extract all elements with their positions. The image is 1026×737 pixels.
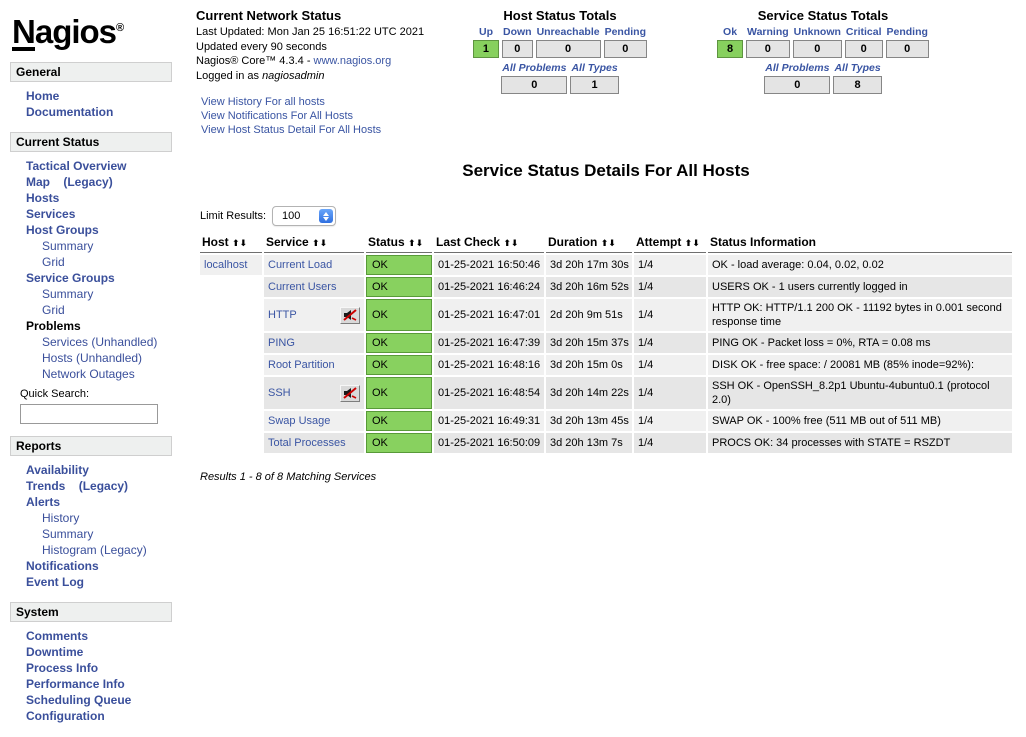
limit-results-value: 100	[282, 210, 301, 222]
attempt-cell: 1/4	[634, 411, 706, 431]
last-updated: Last Updated: Mon Jan 25 16:51:22 UTC 2021	[196, 26, 425, 38]
limit-results-row	[200, 206, 1016, 226]
sidebar-item-availability[interactable]: Availability	[26, 463, 89, 477]
sort-service-icons[interactable]: ⬆⬇	[312, 239, 328, 249]
sidebar-item-map[interactable]: Map	[26, 175, 50, 189]
service-totals-title: Service Status Totals	[757, 8, 889, 23]
host-down-header[interactable]: Down	[502, 26, 532, 38]
logged-in-text: Logged in as	[196, 69, 263, 82]
column-header-status	[366, 234, 432, 253]
service-critical-header[interactable]: Critical	[845, 26, 882, 38]
host-pending-count[interactable]: 0	[604, 40, 647, 58]
host-link[interactable]: localhost	[204, 259, 248, 271]
service-cell	[264, 333, 364, 353]
logo-rest: agios	[34, 13, 117, 50]
host-cell	[200, 411, 262, 431]
network-status-info	[196, 8, 448, 137]
sidebar-item-notifications[interactable]: Notifications	[26, 559, 99, 573]
sidebar-item-servicegroup-grid[interactable]: Grid	[42, 303, 65, 317]
service-header-label: Service	[266, 235, 309, 249]
nav-reports	[0, 462, 186, 590]
logged-in-line	[196, 69, 448, 84]
service-cell	[264, 411, 364, 431]
status-info-cell: PROCS OK: 34 processes with STATE = RSZDT	[708, 433, 1012, 453]
attempt-cell: 1/4	[634, 255, 706, 275]
service-all-types-count[interactable]: 8	[833, 76, 881, 94]
service-warning-count[interactable]: 0	[746, 40, 790, 58]
sidebar-section-reports: Reports	[10, 436, 172, 456]
duration-cell: 3d 20h 15m 0s	[546, 355, 632, 375]
network-status-title: Current Network Status	[196, 8, 342, 23]
last-check-cell: 01-25-2021 16:48:54	[434, 377, 544, 409]
sidebar-item-hostgroup-grid[interactable]: Grid	[42, 255, 65, 269]
host-down-count[interactable]: 0	[502, 40, 533, 58]
last-check-cell: 01-25-2021 16:48:16	[434, 355, 544, 375]
table-row	[200, 255, 1012, 275]
sidebar-item-alert-histogram-legacy[interactable]: Histogram (Legacy)	[42, 543, 147, 557]
version-line	[196, 54, 448, 69]
host-up-header[interactable]: Up	[478, 26, 493, 38]
last-check-cell: 01-25-2021 16:50:09	[434, 433, 544, 453]
host-all-problems-header[interactable]: All Problems	[502, 62, 567, 74]
view-notifications-link[interactable]: View Notifications For All Hosts	[201, 110, 354, 122]
sidebar-item-alerts[interactable]: Alerts	[26, 495, 61, 509]
nav-current-status	[0, 158, 186, 424]
table-row	[200, 411, 1012, 431]
status-info-cell: SSH OK - OpenSSH_8.2p1 Ubuntu-4ubuntu0.1 (protocol 2.0)	[708, 377, 1012, 409]
status-cell: OK	[366, 255, 432, 275]
service-unknown-header[interactable]: Unknown	[793, 26, 841, 38]
host-cell	[200, 355, 262, 375]
main-content	[186, 0, 1026, 736]
service-link[interactable]: Total Processes	[268, 437, 346, 449]
duration-cell: 3d 20h 13m 7s	[546, 433, 632, 453]
host-status-totals	[450, 8, 670, 96]
duration-header-label: Duration	[548, 235, 598, 249]
service-unknown-count[interactable]: 0	[793, 40, 842, 58]
table-row	[200, 355, 1012, 375]
limit-results-label: Limit Results:	[200, 210, 267, 222]
column-header-duration	[546, 234, 632, 253]
status-cell: OK	[366, 411, 432, 431]
sort-host-icons[interactable]: ⬆⬇	[232, 239, 248, 249]
table-header-row	[200, 234, 1012, 253]
sidebar-item-comments[interactable]: Comments	[26, 629, 89, 643]
last-check-cell: 01-25-2021 16:47:39	[434, 333, 544, 353]
status-info-cell: OK - load average: 0.04, 0.02, 0.02	[708, 255, 1012, 275]
attempt-cell: 1/4	[634, 433, 706, 453]
logged-in-user: nagiosadmin	[262, 69, 325, 82]
host-unreachable-count[interactable]: 0	[536, 40, 601, 58]
attempt-header-label: Attempt	[636, 235, 682, 249]
status-info-cell: USERS OK - 1 users currently logged in	[708, 277, 1012, 297]
status-cell: OK	[366, 277, 432, 297]
table-row	[200, 299, 1012, 331]
status-info-cell: SWAP OK - 100% free (511 MB out of 511 MB)	[708, 411, 1012, 431]
view-history-link[interactable]: View History For all hosts	[201, 96, 325, 108]
sidebar-item-trends[interactable]: Trends	[26, 479, 66, 493]
view-links	[196, 95, 448, 137]
service-all-problems-count[interactable]: 0	[764, 76, 830, 94]
sidebar-item-servicegroup-summary[interactable]: Summary	[42, 287, 94, 301]
select-stepper-icon[interactable]	[319, 209, 333, 223]
sidebar-item-configuration[interactable]: Configuration	[26, 709, 105, 723]
sidebar-item-host-groups[interactable]: Host Groups	[26, 223, 99, 237]
status-info-cell: DISK OK - free space: / 20081 MB (85% inode=92%):	[708, 355, 1012, 375]
sort-last-check-icons[interactable]: ⬆⬇	[503, 239, 519, 249]
status-cell: OK	[366, 299, 432, 331]
service-totals-grid	[714, 24, 932, 60]
sidebar-item-alert-history[interactable]: History	[42, 511, 80, 525]
service-critical-count[interactable]: 0	[845, 40, 883, 58]
sidebar-item-hostgroup-summary[interactable]: Summary	[42, 239, 94, 253]
host-cell	[200, 277, 262, 297]
last-check-header-label: Last Check	[436, 235, 501, 249]
nagios-logo	[12, 8, 186, 52]
sidebar-section-system: System	[10, 602, 172, 622]
service-totals-summary-grid	[761, 60, 884, 96]
sidebar-item-map-legacy[interactable]: (Legacy)	[63, 175, 113, 189]
sidebar-item-trends-legacy[interactable]: (Legacy)	[78, 479, 129, 493]
column-header-attempt	[634, 234, 706, 253]
quick-search-input[interactable]	[20, 404, 158, 424]
host-totals-summary-grid	[498, 60, 621, 96]
service-link[interactable]: Current Load	[268, 259, 333, 271]
service-ok-header[interactable]: Ok	[723, 26, 738, 38]
status-cell: OK	[366, 433, 432, 453]
attempt-cell: 1/4	[634, 355, 706, 375]
service-warning-header[interactable]: Warning	[747, 26, 789, 38]
status-info-header-label: Status Information	[710, 235, 817, 249]
sidebar-item-performance-info[interactable]: Performance Info	[26, 677, 125, 691]
last-check-cell: 01-25-2021 16:49:31	[434, 411, 544, 431]
service-link[interactable]: PING	[268, 337, 295, 349]
duration-cell: 2d 20h 9m 51s	[546, 299, 632, 331]
sidebar-item-downtime[interactable]: Downtime	[26, 645, 84, 659]
notifications-disabled-icon[interactable]	[340, 385, 360, 402]
sidebar-item-services-unhandled[interactable]: Services (Unhandled)	[42, 335, 158, 349]
service-cell	[264, 255, 364, 275]
attempt-cell: 1/4	[634, 277, 706, 297]
table-row	[200, 277, 1012, 297]
sidebar-item-alert-summary[interactable]: Summary	[42, 527, 94, 541]
column-header-service	[264, 234, 364, 253]
host-cell	[200, 333, 262, 353]
host-all-types-header[interactable]: All Types	[571, 62, 618, 74]
host-pending-header[interactable]: Pending	[604, 26, 647, 38]
attempt-cell: 1/4	[634, 299, 706, 331]
sidebar-item-network-outages[interactable]: Network Outages	[42, 367, 135, 381]
logo-letter-n: N	[12, 13, 35, 50]
service-pending-header[interactable]: Pending	[886, 26, 928, 38]
service-all-types-header[interactable]: All Types	[834, 62, 881, 74]
sidebar-item-event-log[interactable]: Event Log	[26, 575, 85, 589]
service-cell	[264, 433, 364, 453]
duration-cell: 3d 20h 13m 45s	[546, 411, 632, 431]
top-header	[196, 8, 1016, 137]
service-cell	[264, 377, 364, 409]
results-count: Results 1 - 8 of 8 Matching Services	[200, 471, 377, 483]
page-title: Service Status Details For All Hosts	[462, 161, 750, 180]
sidebar-item-service-groups[interactable]: Service Groups	[26, 271, 115, 285]
table-row	[200, 333, 1012, 353]
table-row	[200, 377, 1012, 409]
sidebar	[0, 0, 186, 736]
host-header-label: Host	[202, 235, 229, 249]
sidebar-item-services[interactable]: Services	[26, 207, 76, 221]
column-header-host	[200, 234, 262, 253]
duration-cell: 3d 20h 17m 30s	[546, 255, 632, 275]
sidebar-item-tactical-overview[interactable]: Tactical Overview	[26, 159, 127, 173]
service-link[interactable]: Swap Usage	[268, 415, 331, 427]
sidebar-item-home[interactable]: Home	[26, 89, 60, 103]
service-cell	[264, 277, 364, 297]
table-row	[200, 433, 1012, 453]
last-check-cell: 01-25-2021 16:47:01	[434, 299, 544, 331]
service-pending-count[interactable]: 0	[886, 40, 929, 58]
host-cell	[200, 377, 262, 409]
status-cell: OK	[366, 333, 432, 353]
sidebar-item-hosts[interactable]: Hosts	[26, 191, 60, 205]
host-all-types-count[interactable]: 1	[570, 76, 618, 94]
service-link[interactable]: Root Partition	[268, 359, 335, 371]
last-check-cell: 01-25-2021 16:50:46	[434, 255, 544, 275]
status-cell: OK	[366, 355, 432, 375]
host-cell	[200, 299, 262, 331]
notifications-disabled-icon[interactable]	[340, 307, 360, 324]
host-all-problems-count[interactable]: 0	[501, 76, 567, 94]
column-header-last-check	[434, 234, 544, 253]
sidebar-section-general: General	[10, 62, 172, 82]
nav-general	[0, 88, 186, 120]
sidebar-item-documentation[interactable]: Documentation	[26, 105, 114, 119]
sort-duration-icons[interactable]: ⬆⬇	[600, 239, 616, 249]
service-link[interactable]: HTTP	[268, 309, 297, 321]
duration-cell: 3d 20h 15m 37s	[546, 333, 632, 353]
duration-cell: 3d 20h 14m 22s	[546, 377, 632, 409]
service-link[interactable]: Current Users	[268, 281, 337, 293]
version-text: Nagios® Core™ 4.3.4 -	[196, 55, 314, 67]
nav-system	[0, 628, 186, 724]
sidebar-item-process-info[interactable]: Process Info	[26, 661, 99, 675]
update-interval: Updated every 90 seconds	[196, 40, 327, 53]
sidebar-item-hosts-unhandled[interactable]: Hosts (Unhandled)	[42, 351, 143, 365]
host-totals-title: Host Status Totals	[503, 8, 617, 23]
quick-search-label: Quick Search:	[20, 388, 90, 400]
host-up-count[interactable]: 1	[473, 40, 499, 58]
registered-trademark-icon: ®	[116, 22, 124, 34]
status-header-label: Status	[368, 235, 405, 249]
service-status-table	[198, 232, 1014, 455]
host-cell	[200, 255, 262, 275]
duration-cell: 3d 20h 16m 52s	[546, 277, 632, 297]
service-status-totals	[698, 8, 948, 96]
attempt-cell: 1/4	[634, 377, 706, 409]
host-unreachable-header[interactable]: Unreachable	[536, 26, 600, 38]
column-header-status-information	[708, 234, 1012, 253]
host-totals-grid	[470, 24, 650, 60]
sort-status-icons[interactable]: ⬆⬇	[408, 239, 424, 249]
sidebar-item-scheduling-queue[interactable]: Scheduling Queue	[26, 693, 132, 707]
status-info-cell: HTTP OK: HTTP/1.1 200 OK - 11192 bytes in 0.001 second response time	[708, 299, 1012, 331]
service-cell	[264, 299, 364, 331]
service-cell	[264, 355, 364, 375]
sidebar-label-problems: Problems	[26, 319, 81, 333]
last-check-cell: 01-25-2021 16:46:24	[434, 277, 544, 297]
sort-attempt-icons[interactable]: ⬆⬇	[684, 239, 700, 249]
nagios-org-link[interactable]: www.nagios.org	[313, 55, 392, 67]
service-all-problems-header[interactable]: All Problems	[765, 62, 830, 74]
service-ok-count[interactable]: 8	[717, 40, 743, 58]
status-cell: OK	[366, 377, 432, 409]
sidebar-section-current-status: Current Status	[10, 132, 172, 152]
status-info-cell: PING OK - Packet loss = 0%, RTA = 0.08 ms	[708, 333, 1012, 353]
view-host-status-link[interactable]: View Host Status Detail For All Hosts	[201, 124, 382, 136]
service-link[interactable]: SSH	[268, 387, 291, 399]
host-cell	[200, 433, 262, 453]
attempt-cell: 1/4	[634, 333, 706, 353]
limit-results-select[interactable]	[272, 206, 336, 226]
